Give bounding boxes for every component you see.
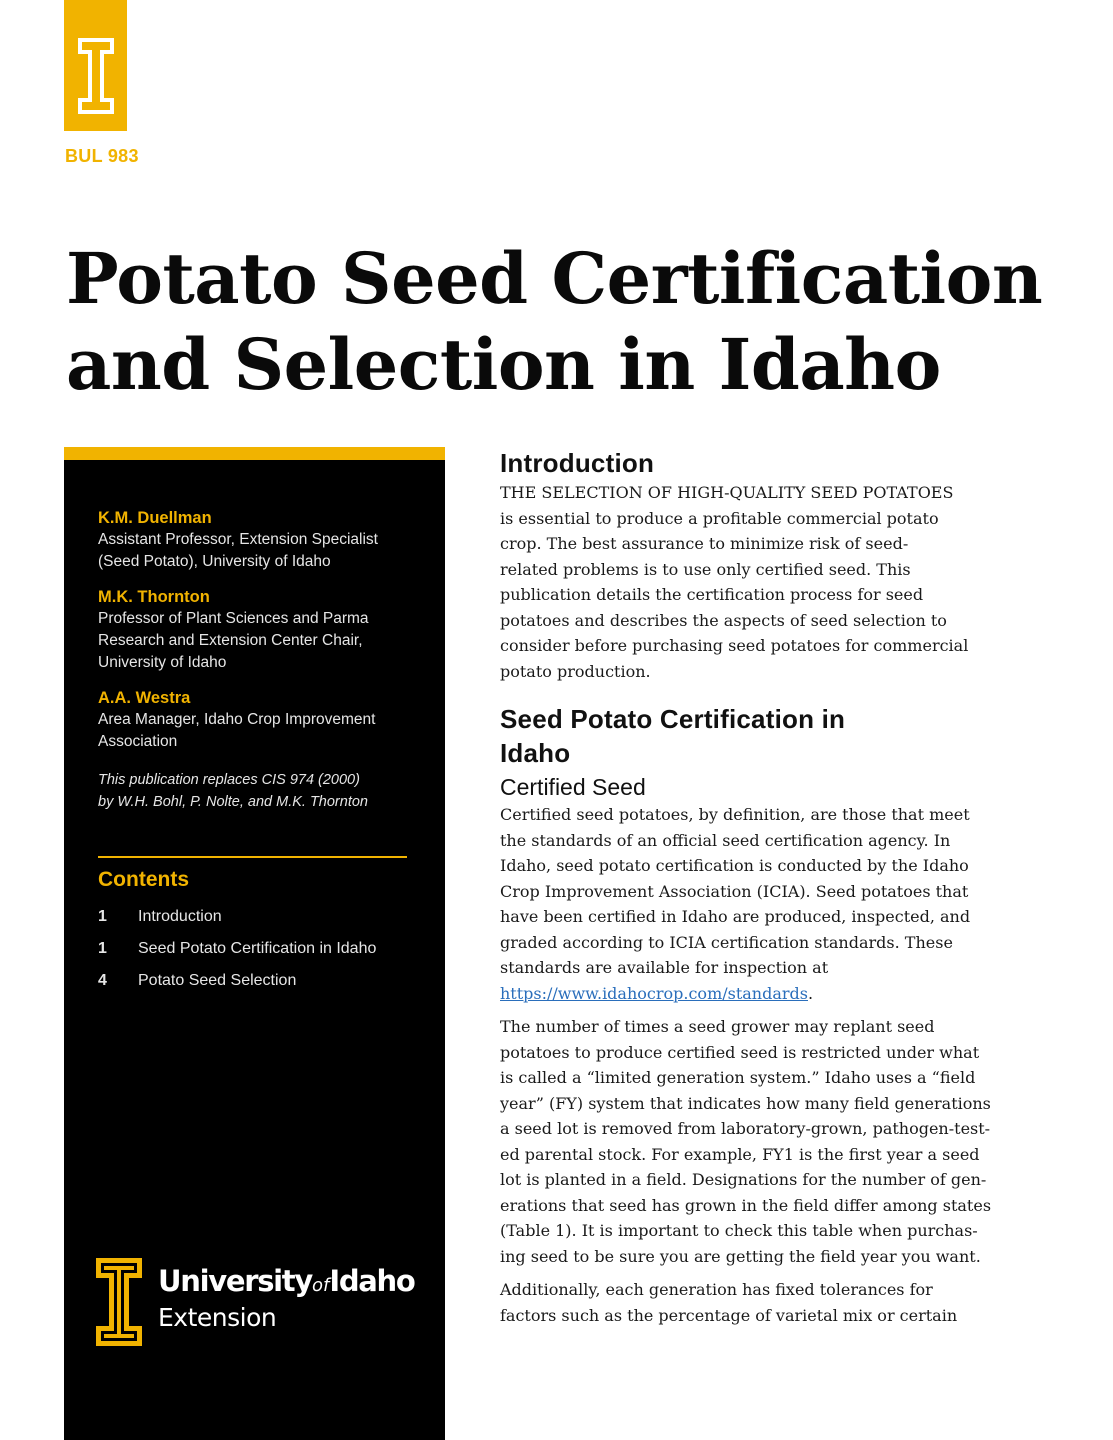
text-line: a seed lot is removed from laboratory-grown, pathogen-test- — [500, 1119, 991, 1138]
header-logo-tab — [64, 0, 127, 131]
replaces-line: by W.H. Bohl, P. Nolte, and M.K. Thornton — [98, 794, 368, 810]
section-heading-certification — [500, 702, 995, 770]
author-name: K.M. Duellman — [98, 509, 212, 527]
text-line: Additionally, each generation has fixed tolerances for — [500, 1280, 933, 1299]
sidebar — [64, 447, 445, 1440]
standards-link[interactable]: https://www.idahocrop.com/standards — [500, 983, 808, 1003]
text-line: standards are available for inspection at — [500, 958, 829, 977]
text-line: the standards of an official seed certification agency. In — [500, 830, 951, 850]
text-line: The number of times a seed grower may replant seed — [500, 1017, 935, 1036]
publication-code: BUL 983 — [65, 146, 139, 166]
author-role-line: (Seed Potato), University of Idaho — [98, 553, 331, 570]
text-line — [500, 981, 995, 1007]
text-line: potatoes and describes the aspects of seed selection to — [500, 610, 947, 630]
author-role-line: Assistant Professor, Extension Specialist — [98, 531, 378, 548]
university-of-idaho-extension-logo — [96, 1258, 426, 1348]
heading-line: Idaho — [500, 738, 571, 768]
text-line: erations that seed has grown in the field differ among states — [500, 1195, 992, 1215]
page-title — [66, 236, 1086, 408]
text-line: ed parental stock. For example, FY1 is the first year a seed — [500, 1144, 980, 1164]
logo-idaho: Idaho — [329, 1264, 415, 1298]
toc-item[interactable] — [98, 965, 407, 997]
toc-label: Introduction — [138, 908, 222, 925]
text-line: crop. The best assurance to minimize risk of seed- — [500, 534, 909, 553]
author-role-line: Research and Extension Center Chair, — [98, 632, 363, 649]
logo-extension: Extension — [158, 1303, 277, 1332]
text-line: is essential to produce a profitable commercial potato — [500, 508, 939, 528]
replaces-note — [98, 769, 428, 813]
university-block-i-icon — [78, 38, 114, 114]
text-line: publication details the certification process for seed — [500, 585, 924, 604]
text-line: Idaho, seed potato certification is conducted by the Idaho — [500, 856, 969, 875]
text-line: related problems is to use only certified seed. This — [500, 559, 911, 579]
text-line: have been certified in Idaho are produced, inspected, and — [500, 907, 971, 926]
text-line: is called a “limited generation system.” Idaho uses a “field — [500, 1068, 976, 1087]
toc-item[interactable] — [98, 901, 407, 933]
text-line: lot is planted in a field. Designations for the number of gen- — [500, 1170, 987, 1189]
title-line-1: Potato Seed Certification — [66, 237, 1043, 320]
author-name: A.A. Westra — [98, 689, 191, 707]
text-line: potato production. — [500, 661, 651, 681]
author-entry — [98, 586, 428, 674]
section-heading-introduction: Introduction — [500, 448, 655, 478]
author-role-line: Professor of Plant Sciences and Parma — [98, 610, 369, 627]
text-line: graded according to ICIA certification standards. These — [500, 932, 953, 952]
author-role-line: University of Idaho — [98, 654, 227, 671]
author-entry — [98, 687, 428, 753]
author-name: M.K. Thornton — [98, 588, 210, 606]
subheading-certified-seed: Certified Seed — [500, 774, 646, 800]
tolerances-paragraph — [500, 1277, 995, 1328]
heading-line: Seed Potato Certification in — [500, 704, 846, 734]
text-line: (Table 1). It is important to check this table when purchas- — [500, 1221, 978, 1240]
logo-wordmark — [158, 1264, 415, 1333]
main-content — [500, 446, 995, 1328]
generation-system-paragraph — [500, 1014, 995, 1269]
author-role-line: Area Manager, Idaho Crop Improvement — [98, 711, 376, 728]
text-line: Crop Improvement Association (ICIA). Seed potatoes that — [500, 881, 969, 901]
toc-label: Potato Seed Selection — [138, 972, 297, 989]
text-line: consider before purchasing seed potatoes for commercial — [500, 636, 969, 655]
intro-paragraph — [500, 480, 995, 684]
author-role-line: Association — [98, 733, 178, 750]
logo-of: of — [311, 1275, 330, 1296]
logo-university: University — [158, 1264, 312, 1298]
text-line: THE SELECTION OF HIGH-QUALITY SEED POTATOES — [500, 483, 954, 502]
toc-page-number: 1 — [98, 940, 107, 957]
text-line: Certified seed potatoes, by definition, are those that meet — [500, 805, 970, 824]
text-line: factors such as the percentage of varietal mix or certain — [500, 1305, 958, 1325]
table-of-contents — [98, 856, 407, 997]
toc-page-number: 4 — [98, 972, 107, 989]
university-of-idaho-i-icon — [96, 1258, 142, 1346]
logo-wordmark-line-1 — [158, 1264, 415, 1303]
toc-item[interactable] — [98, 933, 407, 965]
toc-label: Seed Potato Certification in Idaho — [138, 940, 377, 957]
author-entry — [98, 507, 428, 573]
text-line: year” (FY) system that indicates how many field generations — [500, 1093, 991, 1113]
text-line: potatoes to produce certified seed is restricted under what — [500, 1042, 980, 1062]
toc-page-number: 1 — [98, 908, 107, 925]
title-line-2: and Selection in Idaho — [66, 323, 941, 406]
text-line: ing seed to be sure you are getting the field year you want. — [500, 1246, 981, 1266]
contents-title: Contents — [98, 868, 189, 891]
certified-seed-paragraph — [500, 802, 995, 1006]
link-suffix: . — [808, 983, 814, 1003]
author-list — [98, 507, 428, 813]
replaces-line: This publication replaces CIS 974 (2000) — [98, 772, 360, 788]
